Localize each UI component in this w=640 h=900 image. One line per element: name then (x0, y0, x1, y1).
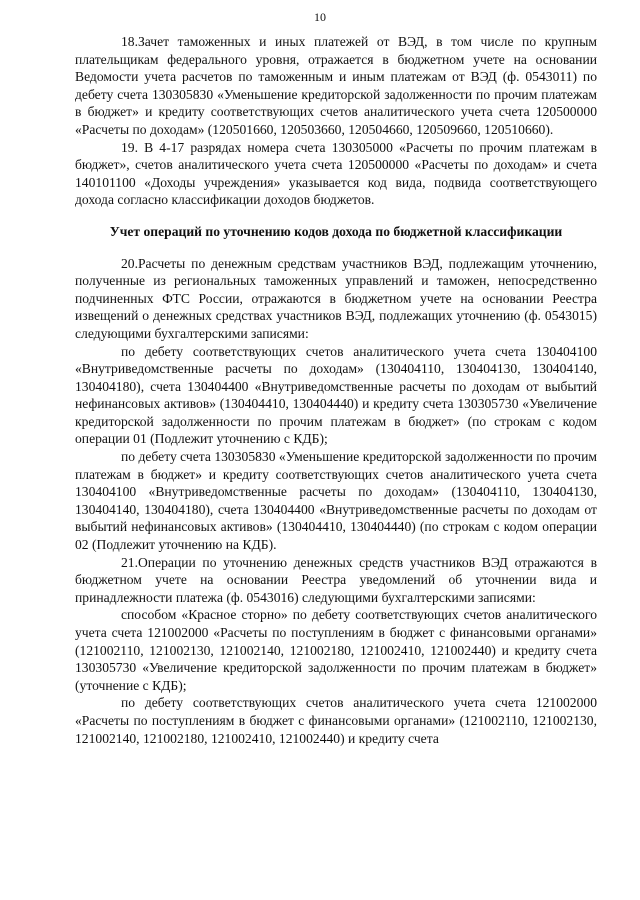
page-number: 10 (314, 10, 326, 24)
paragraph-18: 18.Зачет таможенных и иных платежей от ВЭД, в том числе по крупным плательщикам федерального уровня, отражается в бюджетном учете на основании Ведомости учета расчетов по таможенным и иным платежам от ВЭД (ф. 0543011) по дебету счета 130305830 «Уменьшение кредиторской задолженности по прочим платежам в бюджет» и кредиту соответствующих счетов аналитического учета счета 120500000 «Расчеты по доходам» (120501660, 120503660, 120504660, 120509660, 120510660). (75, 34, 597, 137)
paragraph-21-storno-entry: способом «Красное сторно» по дебету соответствующих счетов аналитического учета счета 121002000 «Расчеты по поступлениям в бюджет с финансовыми органами» (121002110, 121002130, 121002140, 121002180, 121002410, 121002440) и кредиту счета 130305730 «Увеличение кредиторской задолженности по прочим платежам в бюджет» (уточнение с КДБ); (75, 607, 597, 693)
paragraph-20-credit-entry: по дебету счета 130305830 «Уменьшение кредиторской задолженности по прочим платежам в бюджет» и кредиту соответствующих счетов аналитического учета счета 130404100 «Внутриведомственные расчеты по доходам» (130404110, 130404130, 130404140, 130404180), счета 130404400 «Внутриведомственные расчеты по доходам от выбытий нефинансовых активов» (130404410, 130404440) (по строкам с кодом операции 02 (Подлежит уточнению на КДБ). (75, 449, 597, 553)
paragraph-20: 20.Расчеты по денежным средствам участников ВЭД, подлежащим уточнению, полученные из региональных таможенных управлений и таможен, непосредственно подчиненных ФТС России, отражаются в бюджетном учете на основании Реестра извещений о денежных средствах участников ВЭД, подлежащих уточнению (ф. 0543015) следующими бухгалтерскими записями: (75, 255, 597, 341)
section-heading: Учет операций по уточнению кодов дохода по бюджетной классификации (109, 223, 563, 239)
paragraph-21-debit-entry: по дебету соответствующих счетов аналитического учета счета 121002000 «Расчеты по поступлениям в бюджет с финансовыми органами» (121002110, 121002130, 121002140, 121002180, 121002410, 121002440) и кредиту счета (75, 695, 597, 746)
paragraph-20-debit-entry: по дебету соответствующих счетов аналитического учета счета 130404100 «Внутриведомственные расчеты по доходам» (130404110, 130404130, 130404140, 130404180), счета 130404400 «Внутриведомственные расчеты по доходам от выбытий нефинансовых активов» (130404410, 130404440) и кредиту счета 130305730 «Увеличение кредиторской задолженности по прочим платежам в бюджет» (по строкам с кодом операции 01 (Подлежит уточнению с КДБ); (75, 343, 597, 447)
document-body (75, 33, 597, 747)
paragraph-21: 21.Операции по уточнению денежных средств участников ВЭД отражаются в бюджетном учете на основании Реестра уведомлений об уточнении вида и принадлежности платежа (ф. 0543016) следующими бухгалтерскими записями: (75, 554, 597, 605)
paragraph-19: 19. В 4-17 разрядах номера счета 130305000 «Расчеты по прочим платежам в бюджет», счетов аналитического учета счета 120500000 «Расчеты по доходам» и счета 140101100 «Доходы учреждения» указывается код вида, подвида соответствующего дохода согласно классификации доходов бюджетов. (75, 139, 597, 208)
